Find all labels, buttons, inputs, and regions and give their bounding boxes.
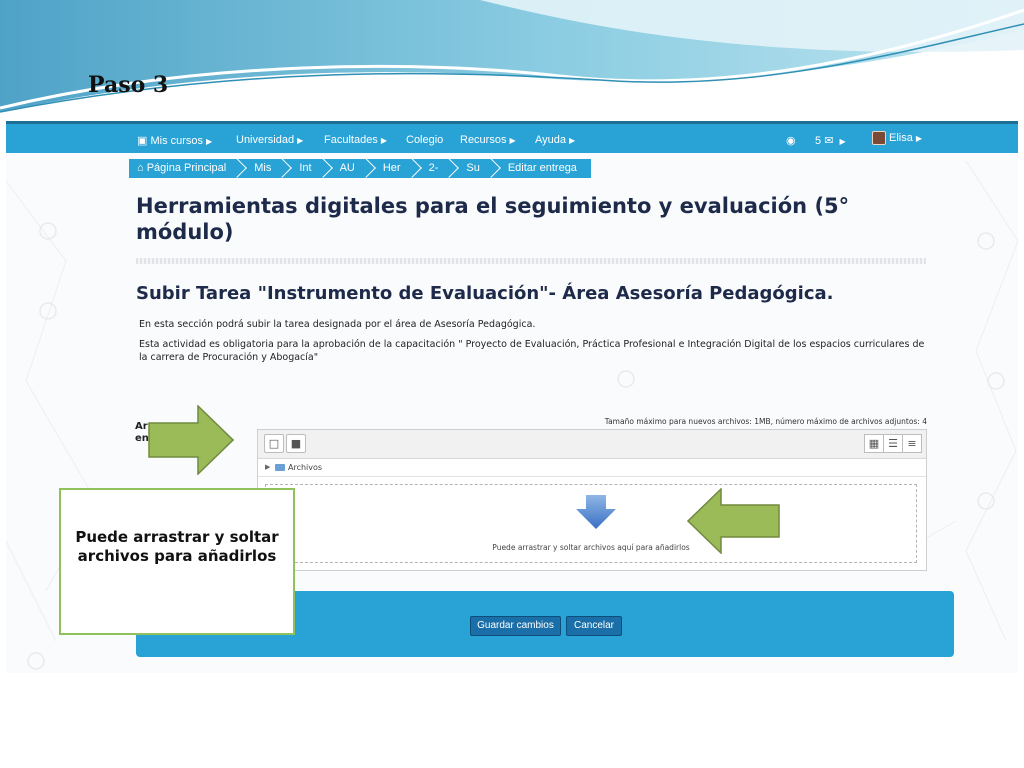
breadcrumb-current: Editar entrega — [507, 162, 577, 174]
grid-icon: ▦ — [868, 437, 880, 450]
breadcrumb-item[interactable]: Mis — [240, 159, 285, 178]
caret-right-icon: ▶ — [569, 136, 576, 145]
nav-universidad[interactable]: Universidad ▶ — [236, 134, 304, 146]
caret-right-icon: ▶ — [380, 136, 387, 145]
envelope-icon: ✉ — [824, 135, 834, 147]
triangle-right-icon: ▶ — [265, 463, 271, 471]
right-pointing-arrow-icon — [148, 405, 234, 475]
callout-box — [59, 488, 295, 635]
caret-right-icon: ▶ — [915, 133, 922, 143]
caret-right-icon: ▶ — [206, 137, 213, 146]
folder-archivos[interactable]: Archivos — [288, 463, 323, 472]
nav-colegio[interactable]: Colegio — [406, 134, 444, 146]
avatar — [872, 131, 886, 145]
divider — [136, 258, 926, 264]
messages-menu[interactable] — [815, 134, 846, 147]
breadcrumb-item[interactable]: Int — [285, 159, 325, 178]
caret-right-icon: ▶ — [297, 136, 304, 145]
folder-icon: ■ — [290, 437, 302, 450]
assignment-description — [139, 318, 929, 371]
create-folder-button[interactable] — [286, 434, 306, 453]
user-name: Elisa — [889, 131, 913, 144]
view-switcher — [865, 434, 922, 453]
add-file-button[interactable] — [264, 434, 284, 453]
files-label: Ar — [135, 421, 148, 432]
callout-text: Puede arrastrar y soltar archivos para añadirlos — [75, 528, 279, 565]
files-label-line2: en — [135, 433, 149, 444]
caret-right-icon: ▶ — [509, 136, 516, 145]
user-menu[interactable] — [872, 131, 922, 145]
save-changes-button[interactable]: Guardar cambios — [470, 616, 561, 636]
cancel-button[interactable]: Cancelar — [566, 616, 622, 636]
drop-zone[interactable] — [265, 484, 917, 563]
assignment-title: Subir Tarea "Instrumento de Evaluación"- Área Asesoría Pedagógica. — [136, 283, 834, 304]
breadcrumb-item[interactable]: AU — [326, 159, 369, 178]
home-icon: ⌂ — [137, 162, 144, 174]
nav-facultades[interactable]: Facultades ▶ — [324, 134, 387, 146]
max-file-info: Tamaño máximo para nuevos archivos: 1MB, número máximo de archivos adjuntos: 4 — [604, 417, 927, 426]
add-file-icon: □ — [268, 437, 280, 450]
file-picker-path — [258, 459, 926, 477]
slide-title: Paso 3 — [88, 72, 169, 98]
folder-icon — [275, 464, 285, 471]
download-arrow-icon — [576, 495, 616, 529]
breadcrumb-item[interactable]: Su — [452, 159, 493, 178]
description-paragraph: Esta actividad es obligatoria para la aprobación de la capacitación " Proyecto de Evaluación, Práctica Profesional e Integración Digital de los espacios curriculares de la carrera de Procuración y Abogacía" — [139, 339, 925, 363]
left-pointing-arrow-icon — [687, 488, 780, 554]
breadcrumb-home[interactable]: ⌂ Página Principal — [129, 159, 240, 178]
course-title: Herramientas digitales para el seguimiento y evaluación (5° módulo) — [136, 194, 850, 244]
breadcrumb — [129, 159, 591, 178]
briefcase-icon: ▣ — [137, 135, 148, 147]
nav-mis-cursos[interactable]: ▣ Mis cursos ▶ — [137, 135, 213, 147]
caret-right-icon: ▶ — [839, 137, 846, 146]
globe-icon[interactable]: ◉ — [786, 135, 796, 147]
breadcrumb-item[interactable]: 2- — [415, 159, 453, 178]
list-icon: ☰ — [888, 437, 898, 450]
nav-recursos[interactable]: Recursos ▶ — [460, 134, 516, 146]
list-view-button[interactable] — [883, 434, 903, 453]
file-picker — [257, 429, 927, 571]
icon-view-button[interactable] — [864, 434, 884, 453]
top-navbar — [6, 121, 1018, 153]
nav-ayuda[interactable]: Ayuda ▶ — [535, 134, 576, 146]
tree-view-button[interactable] — [902, 434, 922, 453]
tree-icon: ≡ — [907, 437, 917, 450]
breadcrumb-item[interactable]: Her — [369, 159, 415, 178]
message-count: 5 — [815, 135, 822, 147]
file-picker-toolbar — [258, 430, 926, 459]
description-paragraph: En esta sección podrá subir la tarea designada por el área de Asesoría Pedagógica. — [139, 319, 536, 330]
drop-zone-text: Puede arrastrar y soltar archivos aquí para añadirlos — [492, 543, 690, 552]
